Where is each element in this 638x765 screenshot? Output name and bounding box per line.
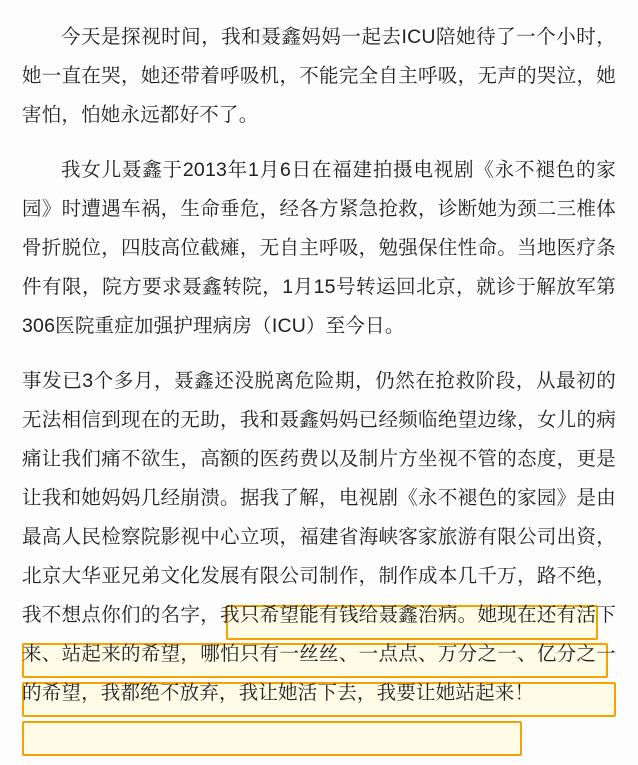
paragraph-3: 事发已3个多月，聂鑫还没脱离危险期，仍然在抢救阶段，从最初的无法相信到现在的无助，我和聂鑫妈妈已经频临绝望边缘，女儿的病痛让我们痛不欲生，高额的医药费以及制片方坐视不管的态度，更是让我和她妈妈几经崩溃。据我了解，电视剧《永不褪色的家园》是由最高人民检察院影视中心立项，福建省海峡客家旅游有限公司出资，北京大华亚兄弟文化发展有限公司制作，制作成本几千万，路不绝，我不想点你们的名字，我只希望能有钱给聂鑫治病。她现在还有活下来、站起来的希望，哪怕只有一丝丝、一点点、万分之一、亿分之一的希望，我都绝不放弃，我让她活下去，我要让她站起来！ — [22, 370, 616, 704]
highlight-box-4 — [22, 721, 522, 756]
paragraph-2: 我女儿聂鑫于2013年1月6日在福建拍摄电视剧《永不褪色的家园》时遭遇车祸，生命垂危，经各方紧急抢救，诊断她为颈二三椎体骨折脱位，四肢高位截瘫，无自主呼吸，勉强保住性命。当地医疗条件有限，院方要求聂鑫转院，1月15号转运回北京，就诊于解放军第306医院重症加强护理病房（ICU）至今日。 — [22, 159, 616, 337]
paragraph-1: 今天是探视时间，我和聂鑫妈妈一起去ICU陪她待了一个小时，她一直在哭，她还带着呼吸机，不能完全自主呼吸，无声的哭泣，她害怕，怕她永远都好不了。 — [22, 26, 616, 126]
article-body — [22, 18, 616, 713]
paragraph-3-wrapper — [22, 362, 616, 713]
